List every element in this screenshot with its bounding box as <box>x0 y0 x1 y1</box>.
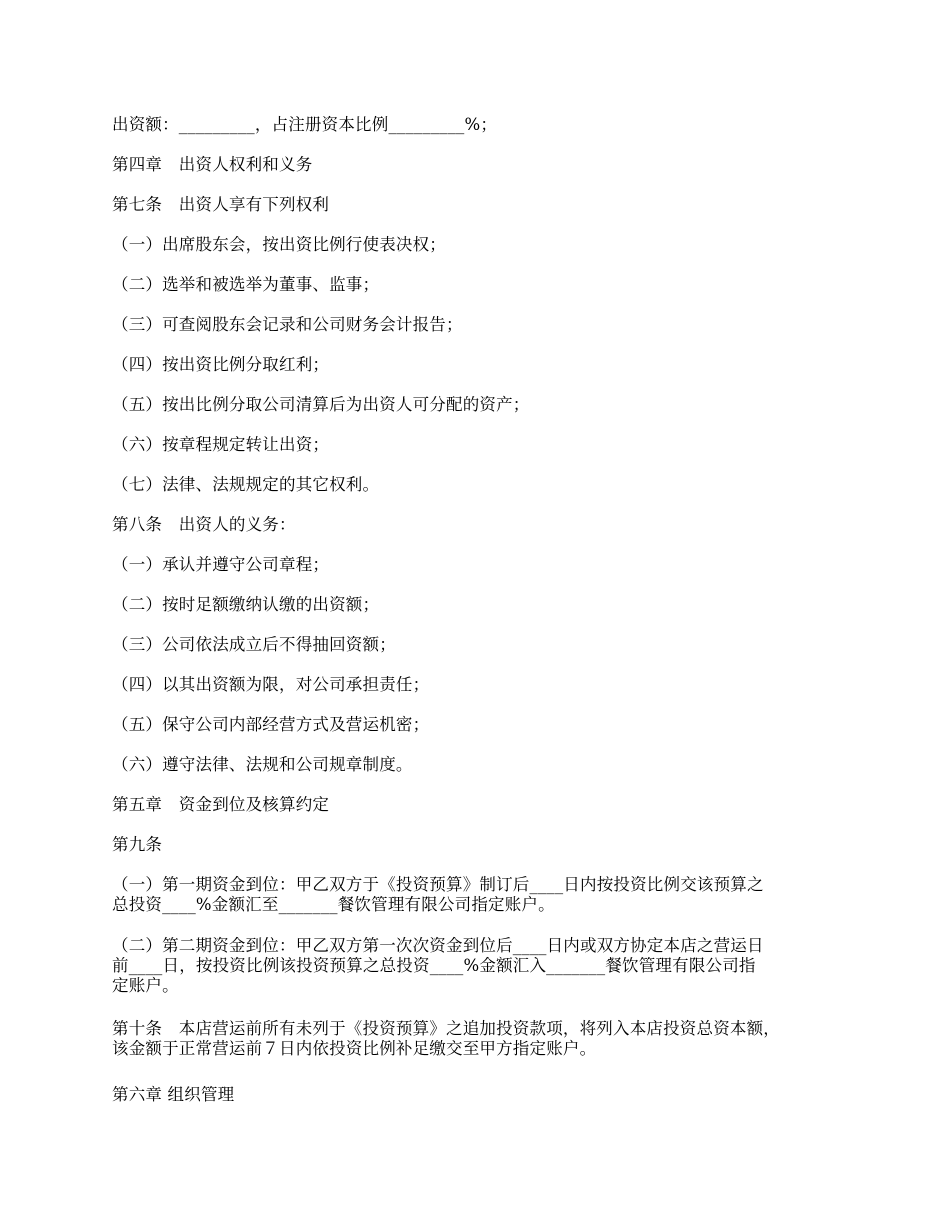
right-item-6: （六）按章程规定转让出资； <box>112 435 330 454</box>
duty-item-3: （三）公司依法成立后不得抽回资额； <box>112 635 396 654</box>
paragraph-line: 总投资____%金额汇至_______餐饮管理有限公司指定账户。 <box>112 895 555 914</box>
right-item-2: （二）选举和被选举为董事、监事； <box>112 275 380 294</box>
paragraph-line: （二）第二期资金到位：甲乙双方第一次次资金到位后____日内或双方协定本店之营运日 <box>112 936 764 955</box>
paragraph-line: 该金额于正常营运前７日内依投资比例补足缴交至甲方指定账户。 <box>112 1039 597 1058</box>
right-item-1: （一）出席股东会，按出资比例行使表决权； <box>112 235 446 254</box>
article-9-heading: 第九条 <box>112 835 163 854</box>
right-item-5: （五）按出比例分取公司清算后为出资人可分配的资产； <box>112 395 530 414</box>
paragraph-line: 前____日，按投资比例该投资预算之总投资____%金额汇入_______餐饮管理有限公司指 <box>112 956 756 975</box>
right-item-4: （四）按出资比例分取红利； <box>112 355 330 374</box>
capital-contribution-line: 出资额：_________，占注册资本比例_________%； <box>112 115 498 134</box>
right-item-7: （七）法律、法规规定的其它权利。 <box>112 475 380 494</box>
chapter-5-heading: 第五章 资金到位及核算约定 <box>112 795 330 814</box>
duty-item-5: （五）保守公司内部经营方式及营运机密； <box>112 715 430 734</box>
second-phase-funding-paragraph <box>112 936 847 996</box>
first-phase-funding-paragraph <box>112 875 847 915</box>
article-8-heading: 第八条 出资人的义务： <box>112 515 296 534</box>
paragraph-line: 第十条 本店营运前所有未列于《投资预算》之追加投资款项，将列入本店投资总资本额， <box>112 1019 780 1038</box>
right-item-3: （三）可查阅股东会记录和公司财务会计报告； <box>112 315 463 334</box>
duty-item-2: （二）按时足额缴纳认缴的出资额； <box>112 595 380 614</box>
article-10-paragraph <box>112 1019 847 1059</box>
duty-item-6: （六）遵守法律、法规和公司规章制度。 <box>112 755 413 774</box>
duty-item-4: （四）以其出资额为限，对公司承担责任； <box>112 675 430 694</box>
paragraph-line: （一）第一期资金到位：甲乙双方于《投资预算》制订后____日内按投资比例交该预算之 <box>112 875 764 894</box>
paragraph-line: 定账户。 <box>112 976 179 995</box>
duty-item-1: （一）承认并遵守公司章程； <box>112 555 330 574</box>
article-7-heading: 第七条 出资人享有下列权利 <box>112 195 330 214</box>
chapter-4-heading: 第四章 出资人权利和义务 <box>112 155 313 174</box>
chapter-6-heading: 第六章 组织管理 <box>112 1085 235 1104</box>
